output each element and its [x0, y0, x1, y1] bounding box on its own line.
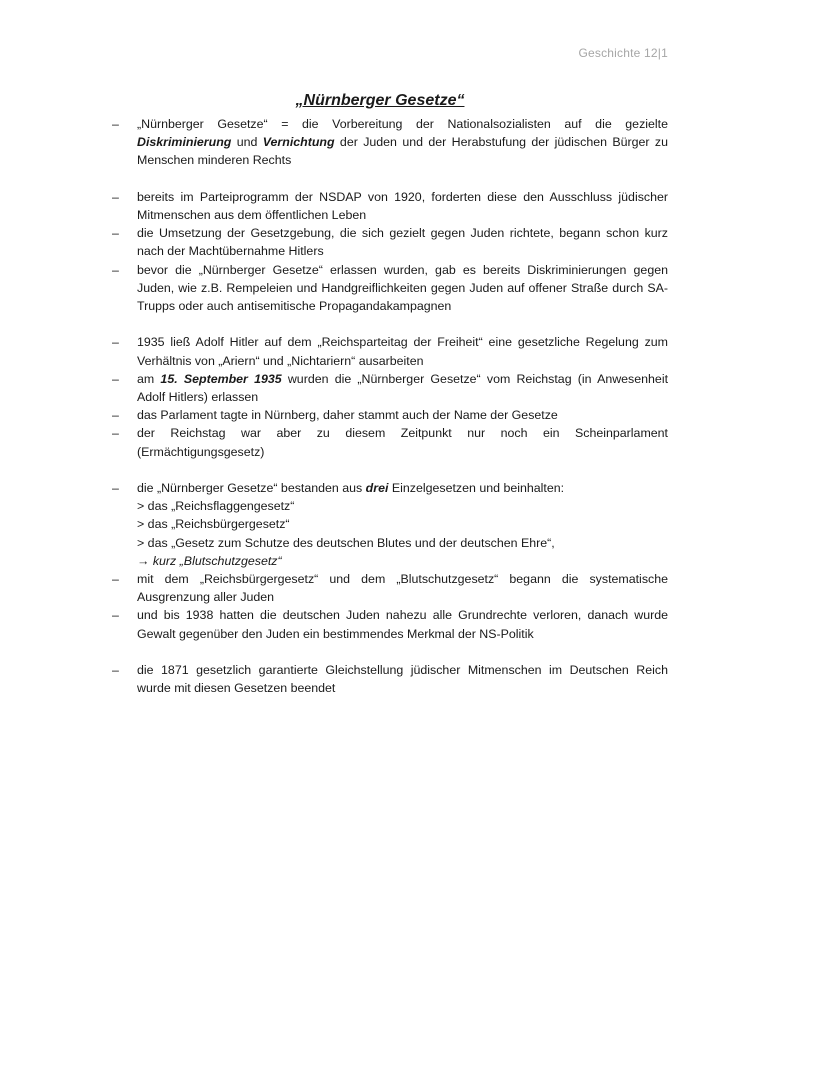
- item-text: die „Nürnberger Gesetze“ bestanden aus: [137, 481, 366, 496]
- spacer: [112, 461, 668, 479]
- list-item: – mit dem „Reichsbürgergesetz“ und dem „Blutschutzgesetz“ begann die systematische Ausgrenzung aller Juden: [112, 570, 668, 606]
- sub-item: > das „Gesetz zum Schutze des deutschen Blutes und der deutschen Ehre“,: [137, 535, 555, 550]
- list-item: – bevor die „Nürnberger Gesetze“ erlassen wurden, gab es bereits Diskriminierungen gegen Juden, wie z.B. Rempeleien und Handgreiflichkeiten gegen Juden auf offener Straße durch SA-Trupps oder auch antisemitische Propagandakampagnen: [112, 261, 668, 316]
- list-item: – bereits im Parteiprogramm der NSDAP von 1920, forderten diese den Ausschluss jüdischer Mitmenschen aus dem öffentlichen Leben: [112, 188, 668, 224]
- item-text: „Nürnberger Gesetze“ = die Vorbereitung der Nationalsozialisten auf die gezielte: [137, 117, 668, 131]
- item-emphasis: 15. September 1935: [160, 371, 282, 386]
- spacer: [112, 170, 668, 188]
- list-item: – und bis 1938 hatten die deutschen Juden nahezu alle Grundrechte verloren, danach wurde Gewalt gegenüber den Juden ein bestimmendes Merkmal der NS-Politik: [112, 606, 668, 642]
- item-emphasis: Vernichtung: [262, 135, 335, 150]
- document-body: [112, 115, 668, 697]
- item-text: und: [231, 135, 263, 150]
- list-item: – die Umsetzung der Gesetzgebung, die sich gezielt gegen Juden richtete, begann schon kurz nach der Machtübernahme Hitlers: [112, 224, 668, 260]
- list-item: – der Reichstag war aber zu diesem Zeitpunkt nur noch ein Scheinparlament (Ermächtigungsgesetz): [112, 424, 668, 460]
- list-item: [112, 370, 668, 406]
- sub-item: > das „Reichsbürgergesetz“: [137, 517, 290, 532]
- item-text: Einzelgesetzen und beinhalten:: [388, 481, 565, 496]
- spacer: [112, 315, 668, 333]
- sub-item: → kurz „Blutschutzgesetz“: [137, 553, 282, 568]
- list-item: [112, 115, 668, 170]
- list-item: – 1935 ließ Adolf Hitler auf dem „Reichsparteitag der Freiheit“ eine gesetzliche Regelung zum Verhältnis von „Ariern“ und „Nichtariern“ ausarbeiten: [112, 333, 668, 369]
- item-emphasis: drei: [365, 481, 389, 496]
- list-item: [112, 479, 668, 497]
- item-text: wurden die „Nürnberger Gesetze“ vom Reichstag (in Anwesenheit Adolf Hitlers) erlassen: [137, 371, 669, 405]
- list-item: – die 1871 gesetzlich garantierte Gleichstellung jüdischer Mitmenschen im Deutschen Reich wurde mit diesen Gesetzen beendet: [112, 661, 668, 697]
- sub-item: > das „Reichsflaggengesetz“: [137, 499, 295, 514]
- document-title: „Nürnberger Gesetze“: [295, 92, 465, 109]
- page-header: Geschichte 12|1: [578, 46, 668, 60]
- spacer: [112, 643, 668, 661]
- list-item: – das Parlament tagte in Nürnberg, daher stammt auch der Name der Gesetze: [112, 406, 668, 424]
- item-text: am: [137, 371, 161, 386]
- item-text: der Juden und der Herabstufung der jüdischen Bürger zu Menschen minderen Rechts: [137, 135, 668, 168]
- item-emphasis: Diskriminierung: [137, 135, 232, 150]
